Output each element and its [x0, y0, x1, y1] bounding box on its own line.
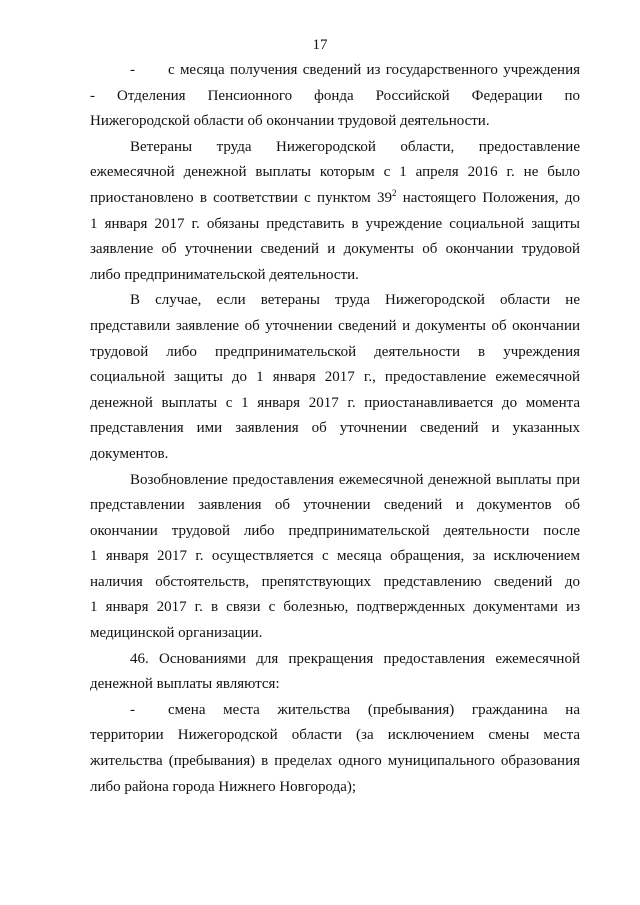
text-line: денежной выплаты с 1 января 2017 г. приостанавливается до момента — [90, 394, 580, 411]
text-line: медицинской организации. — [90, 625, 263, 642]
text-line: представили заявление об уточнении сведений и документы об окончании — [90, 317, 580, 334]
text-line: 1 января 2017 г. осуществляется с месяца обращения, за исключением — [90, 548, 580, 565]
text-fragment: настоящего Положения, до — [396, 189, 580, 206]
text-line: трудовой либо предпринимательской деятельности в учреждения — [90, 343, 580, 360]
text-line: заявление об уточнении сведений и документы об окончании трудовой — [90, 241, 580, 258]
text-line: представлении заявления об уточнении сведений и документов об — [90, 497, 580, 514]
paragraph-resumption — [90, 468, 580, 647]
text-line: жительства (пребывания) в пределах одного муниципального образования — [90, 753, 580, 770]
text-line: Нижегородской области об окончании трудовой деятельности. — [90, 113, 490, 130]
text-line: социальной защиты до 1 января 2017 г., предоставление ежемесячной — [90, 369, 580, 386]
text-line: окончании трудовой либо предпринимательской деятельности после — [90, 522, 580, 539]
text-line: наличия обстоятельств, препятствующих представлению сведений до — [90, 573, 580, 590]
list-dash: - — [130, 62, 135, 78]
text-line-with-superscript — [90, 186, 580, 212]
list-dash: - — [130, 701, 135, 718]
paragraph-dash-item-1 — [90, 58, 580, 135]
text-line: денежной выплаты являются: — [90, 676, 280, 693]
text-line: 1 января 2017 г. в связи с болезнью, подтвержденных документами из — [90, 599, 580, 616]
text-line: Возобновление предоставления ежемесячной денежной выплаты при — [130, 471, 580, 488]
paragraph-veterans-obligation — [90, 135, 580, 289]
text-line: либо предпринимательской деятельности. — [90, 266, 359, 283]
text-line: территории Нижегородской области (за исключением смены места — [90, 727, 580, 744]
text-line: 1 января 2017 г. обязаны представить в учреждение социальной защиты — [90, 215, 580, 232]
text-line: документов. — [90, 445, 169, 462]
text-line: В случае, если ветераны труда Нижегородской области не — [130, 292, 580, 309]
text-line: смена места жительства (пребывания) гражданина на — [168, 701, 580, 718]
document-body — [90, 58, 580, 800]
text-line: с месяца получения сведений из государственного учреждения — [168, 62, 580, 78]
paragraph-dash-item-2 — [90, 698, 580, 800]
text-line: - Отделения Пенсионного фонда Российской Федерации по — [90, 87, 580, 104]
text-line: Ветераны труда Нижегородской области, предоставление — [130, 138, 580, 155]
text-line: либо района города Нижнего Новгорода); — [90, 778, 357, 795]
page-number: 17 — [312, 37, 328, 53]
paragraph-suspension — [90, 288, 580, 467]
text-fragment: приостановлено в соответствии с пунктом 39 — [90, 189, 393, 206]
superscript: 2 — [392, 187, 397, 198]
text-line: ежемесячной денежной выплаты которым с 1 апреля 2016 г. не было — [90, 164, 580, 181]
paragraph-clause-46 — [90, 647, 580, 698]
text-line: 46. Основаниями для прекращения предоставления ежемесячной — [130, 650, 580, 667]
text-line: представления ими заявления об уточнении сведений и указанных — [90, 420, 580, 437]
